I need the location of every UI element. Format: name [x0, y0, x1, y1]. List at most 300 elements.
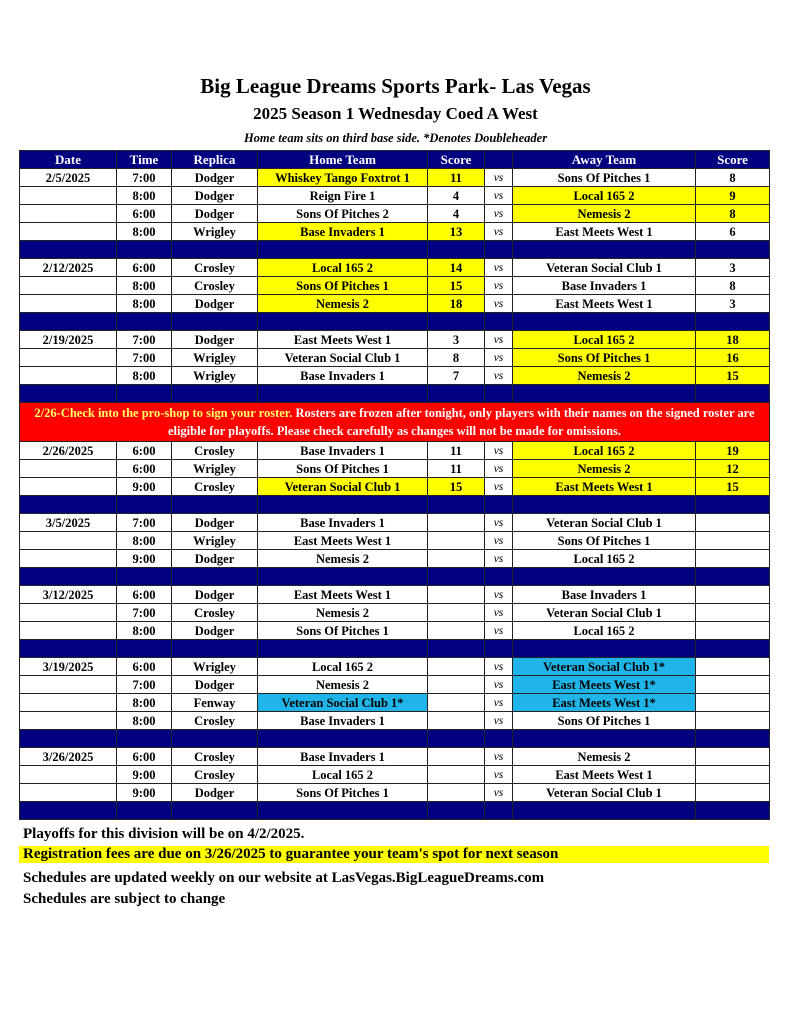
- cell-replica: Dodger: [172, 622, 258, 640]
- separator-cell: [117, 568, 172, 586]
- cell-away-score: [696, 712, 770, 730]
- separator-cell: [696, 385, 770, 403]
- cell-replica: Wrigley: [172, 532, 258, 550]
- separator-cell: [20, 385, 117, 403]
- cell-date: 2/5/2025: [20, 169, 117, 187]
- separator-cell: [117, 640, 172, 658]
- separator-cell: [513, 241, 696, 259]
- table-row: [20, 712, 770, 730]
- cell-away-score: [696, 550, 770, 568]
- separator-cell: [20, 640, 117, 658]
- cell-time: 8:00: [117, 295, 172, 313]
- cell-time: 9:00: [117, 784, 172, 802]
- separator-cell: [696, 568, 770, 586]
- cell-date: [20, 460, 117, 478]
- cell-time: 9:00: [117, 478, 172, 496]
- cell-vs: vs: [485, 586, 513, 604]
- col-header-date: Date: [20, 151, 117, 169]
- separator-cell: [20, 802, 117, 820]
- page-subtitle: 2025 Season 1 Wednesday Coed A West: [253, 104, 538, 123]
- cell-home-team: Veteran Social Club 1: [258, 478, 428, 496]
- table-row: [20, 367, 770, 385]
- cell-date: [20, 349, 117, 367]
- separator-cell: [428, 241, 485, 259]
- cell-away-score: [696, 514, 770, 532]
- week-separator: [20, 640, 770, 658]
- table-row: [20, 277, 770, 295]
- cell-vs: vs: [485, 460, 513, 478]
- cell-date: [20, 694, 117, 712]
- cell-date: [20, 622, 117, 640]
- cell-away-team: East Meets West 1: [513, 223, 696, 241]
- cell-replica: Wrigley: [172, 367, 258, 385]
- cell-time: 7:00: [117, 514, 172, 532]
- cell-date: 3/5/2025: [20, 514, 117, 532]
- table-row: [20, 169, 770, 187]
- separator-cell: [485, 730, 513, 748]
- cell-home-team: Base Invaders 1: [258, 748, 428, 766]
- cell-away-team: Nemesis 2: [513, 748, 696, 766]
- separator-cell: [485, 385, 513, 403]
- table-row: [20, 478, 770, 496]
- cell-away-score: [696, 586, 770, 604]
- cell-away-team: East Meets West 1: [513, 766, 696, 784]
- separator-cell: [485, 568, 513, 586]
- cell-home-team: Nemesis 2: [258, 676, 428, 694]
- table-row: [20, 658, 770, 676]
- cell-replica: Dodger: [172, 514, 258, 532]
- cell-away-team: Sons Of Pitches 1: [513, 349, 696, 367]
- week-separator: [20, 313, 770, 331]
- cell-replica: Crosley: [172, 478, 258, 496]
- cell-time: 7:00: [117, 331, 172, 349]
- cell-away-team: East Meets West 1: [513, 295, 696, 313]
- table-row: [20, 514, 770, 532]
- cell-vs: vs: [485, 478, 513, 496]
- table-row: [20, 205, 770, 223]
- cell-home-team: Sons Of Pitches 2: [258, 205, 428, 223]
- col-header-away-team: Away Team: [513, 151, 696, 169]
- cell-vs: vs: [485, 205, 513, 223]
- week-separator: [20, 241, 770, 259]
- cell-time: 8:00: [117, 277, 172, 295]
- table-header-row: [20, 151, 770, 169]
- cell-away-team: Local 165 2: [513, 622, 696, 640]
- cell-away-score: [696, 694, 770, 712]
- cell-away-team: East Meets West 1*: [513, 694, 696, 712]
- page-title: Big League Dreams Sports Park- Las Vegas: [200, 74, 591, 98]
- cell-home-team: East Meets West 1: [258, 532, 428, 550]
- roster-notice: [20, 403, 770, 442]
- cell-home-score: [428, 622, 485, 640]
- col-header-home-team: Home Team: [258, 151, 428, 169]
- cell-away-score: [696, 532, 770, 550]
- col-header-away-score: Score: [696, 151, 770, 169]
- cell-home-team: Base Invaders 1: [258, 514, 428, 532]
- separator-cell: [172, 313, 258, 331]
- cell-replica: Crosley: [172, 712, 258, 730]
- cell-away-team: East Meets West 1: [513, 478, 696, 496]
- cell-home-score: [428, 748, 485, 766]
- cell-home-score: 13: [428, 223, 485, 241]
- cell-time: 6:00: [117, 205, 172, 223]
- separator-cell: [513, 730, 696, 748]
- table-row: [20, 604, 770, 622]
- separator-cell: [428, 568, 485, 586]
- cell-date: [20, 295, 117, 313]
- cell-away-team: East Meets West 1*: [513, 676, 696, 694]
- cell-replica: Dodger: [172, 550, 258, 568]
- cell-date: [20, 277, 117, 295]
- cell-time: 8:00: [117, 223, 172, 241]
- table-row: [20, 331, 770, 349]
- cell-date: [20, 187, 117, 205]
- cell-date: [20, 766, 117, 784]
- cell-home-score: [428, 766, 485, 784]
- separator-cell: [20, 568, 117, 586]
- cell-date: [20, 223, 117, 241]
- cell-away-score: 9: [696, 187, 770, 205]
- cell-home-team: East Meets West 1: [258, 331, 428, 349]
- cell-home-score: [428, 604, 485, 622]
- cell-date: 2/19/2025: [20, 331, 117, 349]
- separator-cell: [20, 496, 117, 514]
- separator-cell: [428, 313, 485, 331]
- cell-time: 6:00: [117, 658, 172, 676]
- separator-cell: [172, 730, 258, 748]
- cell-away-team: Sons Of Pitches 1: [513, 712, 696, 730]
- cell-away-score: 8: [696, 277, 770, 295]
- cell-home-team: Reign Fire 1: [258, 187, 428, 205]
- cell-away-score: 18: [696, 331, 770, 349]
- separator-cell: [258, 568, 428, 586]
- schedule-body: [20, 169, 770, 820]
- table-row: [20, 694, 770, 712]
- table-row: [20, 259, 770, 277]
- cell-date: [20, 676, 117, 694]
- cell-replica: Wrigley: [172, 349, 258, 367]
- roster-notice-row: [20, 403, 770, 442]
- cell-home-team: Sons Of Pitches 1: [258, 277, 428, 295]
- roster-notice-highlight: 2/26-Check into the pro-shop to sign your roster.: [34, 406, 293, 420]
- separator-cell: [117, 313, 172, 331]
- website-note: Schedules are updated weekly on our website at LasVegas.BigLeagueDreams.com: [23, 870, 545, 886]
- separator-cell: [428, 640, 485, 658]
- cell-date: 3/26/2025: [20, 748, 117, 766]
- separator-cell: [172, 496, 258, 514]
- separator-cell: [428, 385, 485, 403]
- cell-vs: vs: [485, 658, 513, 676]
- cell-time: 8:00: [117, 532, 172, 550]
- table-row: [20, 766, 770, 784]
- cell-replica: Crosley: [172, 766, 258, 784]
- table-row: [20, 187, 770, 205]
- cell-vs: vs: [485, 766, 513, 784]
- cell-date: 3/12/2025: [20, 586, 117, 604]
- cell-time: 7:00: [117, 604, 172, 622]
- cell-away-score: 16: [696, 349, 770, 367]
- separator-cell: [258, 241, 428, 259]
- cell-time: 8:00: [117, 367, 172, 385]
- table-row: [20, 748, 770, 766]
- cell-home-score: [428, 532, 485, 550]
- separator-cell: [20, 730, 117, 748]
- cell-time: 8:00: [117, 622, 172, 640]
- col-header-vs: [485, 151, 513, 169]
- playoffs-note: Playoffs for this division will be on 4/2/2025.: [23, 826, 305, 842]
- cell-date: 3/19/2025: [20, 658, 117, 676]
- cell-vs: vs: [485, 259, 513, 277]
- cell-away-score: [696, 658, 770, 676]
- cell-vs: vs: [485, 622, 513, 640]
- separator-cell: [485, 313, 513, 331]
- cell-replica: Wrigley: [172, 223, 258, 241]
- table-row: [20, 295, 770, 313]
- cell-replica: Dodger: [172, 784, 258, 802]
- table-row: [20, 622, 770, 640]
- table-row: [20, 550, 770, 568]
- cell-date: [20, 784, 117, 802]
- cell-time: 8:00: [117, 712, 172, 730]
- cell-vs: vs: [485, 748, 513, 766]
- cell-away-team: Sons Of Pitches 1: [513, 532, 696, 550]
- separator-cell: [428, 496, 485, 514]
- cell-away-score: 8: [696, 169, 770, 187]
- cell-away-score: [696, 766, 770, 784]
- cell-away-team: Veteran Social Club 1*: [513, 658, 696, 676]
- cell-away-score: [696, 748, 770, 766]
- cell-vs: vs: [485, 514, 513, 532]
- separator-cell: [513, 313, 696, 331]
- separator-cell: [485, 241, 513, 259]
- separator-cell: [696, 640, 770, 658]
- separator-cell: [696, 730, 770, 748]
- cell-vs: vs: [485, 169, 513, 187]
- table-row: [20, 586, 770, 604]
- cell-home-score: [428, 658, 485, 676]
- schedule-table: [19, 150, 770, 820]
- cell-home-team: Base Invaders 1: [258, 367, 428, 385]
- separator-cell: [428, 730, 485, 748]
- cell-replica: Dodger: [172, 586, 258, 604]
- separator-cell: [696, 241, 770, 259]
- separator-cell: [513, 802, 696, 820]
- cell-home-team: Local 165 2: [258, 766, 428, 784]
- cell-home-team: Base Invaders 1: [258, 712, 428, 730]
- col-header-time: Time: [117, 151, 172, 169]
- cell-home-score: [428, 694, 485, 712]
- separator-cell: [513, 496, 696, 514]
- cell-replica: Crosley: [172, 748, 258, 766]
- cell-home-team: Sons Of Pitches 1: [258, 784, 428, 802]
- separator-cell: [513, 568, 696, 586]
- change-note: Schedules are subject to change: [23, 891, 226, 907]
- cell-vs: vs: [485, 712, 513, 730]
- separator-cell: [513, 385, 696, 403]
- cell-replica: Fenway: [172, 694, 258, 712]
- cell-home-score: 11: [428, 442, 485, 460]
- cell-away-team: Base Invaders 1: [513, 586, 696, 604]
- cell-time: 6:00: [117, 460, 172, 478]
- cell-home-score: 14: [428, 259, 485, 277]
- cell-home-team: Base Invaders 1: [258, 442, 428, 460]
- cell-away-team: Veteran Social Club 1: [513, 604, 696, 622]
- cell-vs: vs: [485, 676, 513, 694]
- cell-replica: Dodger: [172, 169, 258, 187]
- cell-home-score: 4: [428, 205, 485, 223]
- cell-replica: Wrigley: [172, 658, 258, 676]
- cell-home-score: [428, 586, 485, 604]
- cell-home-score: [428, 784, 485, 802]
- cell-vs: vs: [485, 187, 513, 205]
- separator-cell: [258, 802, 428, 820]
- separator-cell: [20, 313, 117, 331]
- cell-date: [20, 712, 117, 730]
- cell-vs: vs: [485, 349, 513, 367]
- schedule-note: Home team sits on third base side. *Denotes Doubleheader: [243, 131, 548, 145]
- cell-home-team: Base Invaders 1: [258, 223, 428, 241]
- cell-home-score: 4: [428, 187, 485, 205]
- cell-home-score: 15: [428, 277, 485, 295]
- cell-away-team: Nemesis 2: [513, 367, 696, 385]
- cell-replica: Dodger: [172, 331, 258, 349]
- cell-away-score: 12: [696, 460, 770, 478]
- cell-time: 6:00: [117, 259, 172, 277]
- cell-home-score: 11: [428, 169, 485, 187]
- separator-cell: [696, 802, 770, 820]
- cell-home-score: 7: [428, 367, 485, 385]
- cell-vs: vs: [485, 550, 513, 568]
- table-row: [20, 676, 770, 694]
- cell-vs: vs: [485, 277, 513, 295]
- col-header-replica: Replica: [172, 151, 258, 169]
- cell-away-team: Base Invaders 1: [513, 277, 696, 295]
- cell-home-score: 3: [428, 331, 485, 349]
- separator-cell: [258, 313, 428, 331]
- cell-home-team: Local 165 2: [258, 658, 428, 676]
- table-row: [20, 460, 770, 478]
- separator-cell: [172, 802, 258, 820]
- cell-time: 9:00: [117, 550, 172, 568]
- week-separator: [20, 385, 770, 403]
- separator-cell: [117, 496, 172, 514]
- cell-away-team: Local 165 2: [513, 550, 696, 568]
- cell-vs: vs: [485, 331, 513, 349]
- cell-away-score: 8: [696, 205, 770, 223]
- cell-vs: vs: [485, 367, 513, 385]
- cell-date: 2/26/2025: [20, 442, 117, 460]
- cell-time: 9:00: [117, 766, 172, 784]
- cell-vs: vs: [485, 442, 513, 460]
- cell-replica: Crosley: [172, 259, 258, 277]
- separator-cell: [258, 730, 428, 748]
- separator-cell: [485, 802, 513, 820]
- separator-cell: [696, 313, 770, 331]
- cell-home-score: [428, 514, 485, 532]
- cell-away-score: 15: [696, 367, 770, 385]
- cell-home-team: Veteran Social Club 1: [258, 349, 428, 367]
- cell-vs: vs: [485, 604, 513, 622]
- cell-away-score: [696, 604, 770, 622]
- cell-away-team: Local 165 2: [513, 442, 696, 460]
- separator-cell: [117, 730, 172, 748]
- cell-home-score: 11: [428, 460, 485, 478]
- cell-vs: vs: [485, 532, 513, 550]
- cell-vs: vs: [485, 784, 513, 802]
- cell-away-score: 3: [696, 259, 770, 277]
- cell-vs: vs: [485, 295, 513, 313]
- cell-time: 8:00: [117, 694, 172, 712]
- cell-replica: Dodger: [172, 676, 258, 694]
- cell-away-score: 6: [696, 223, 770, 241]
- cell-time: 6:00: [117, 748, 172, 766]
- cell-home-score: [428, 676, 485, 694]
- separator-cell: [172, 241, 258, 259]
- cell-replica: Dodger: [172, 187, 258, 205]
- separator-cell: [485, 640, 513, 658]
- cell-date: [20, 367, 117, 385]
- table-row: [20, 349, 770, 367]
- cell-away-team: Veteran Social Club 1: [513, 514, 696, 532]
- cell-away-team: Local 165 2: [513, 331, 696, 349]
- separator-cell: [258, 496, 428, 514]
- cell-time: 6:00: [117, 442, 172, 460]
- cell-date: [20, 205, 117, 223]
- cell-away-score: 3: [696, 295, 770, 313]
- cell-time: 7:00: [117, 349, 172, 367]
- cell-away-team: Nemesis 2: [513, 460, 696, 478]
- separator-cell: [428, 802, 485, 820]
- cell-home-score: 8: [428, 349, 485, 367]
- cell-replica: Wrigley: [172, 460, 258, 478]
- cell-replica: Crosley: [172, 442, 258, 460]
- week-separator: [20, 568, 770, 586]
- table-row: [20, 532, 770, 550]
- cell-home-score: [428, 712, 485, 730]
- cell-replica: Crosley: [172, 604, 258, 622]
- cell-home-team: Sons Of Pitches 1: [258, 460, 428, 478]
- cell-home-team: Local 165 2: [258, 259, 428, 277]
- cell-away-score: 19: [696, 442, 770, 460]
- separator-cell: [258, 640, 428, 658]
- cell-replica: Crosley: [172, 277, 258, 295]
- separator-cell: [258, 385, 428, 403]
- separator-cell: [172, 568, 258, 586]
- cell-date: 2/12/2025: [20, 259, 117, 277]
- table-row: [20, 223, 770, 241]
- separator-cell: [117, 385, 172, 403]
- cell-away-score: [696, 676, 770, 694]
- cell-home-team: Whiskey Tango Foxtrot 1: [258, 169, 428, 187]
- registration-note: Registration fees are due on 3/26/2025 to guarantee your team's spot for next season: [19, 846, 769, 863]
- cell-home-score: [428, 550, 485, 568]
- cell-home-team: East Meets West 1: [258, 586, 428, 604]
- cell-vs: vs: [485, 694, 513, 712]
- col-header-home-score: Score: [428, 151, 485, 169]
- cell-date: [20, 532, 117, 550]
- separator-cell: [513, 640, 696, 658]
- table-row: [20, 442, 770, 460]
- separator-cell: [117, 802, 172, 820]
- cell-replica: Dodger: [172, 205, 258, 223]
- cell-vs: vs: [485, 223, 513, 241]
- cell-time: 7:00: [117, 676, 172, 694]
- cell-home-team: Nemesis 2: [258, 295, 428, 313]
- separator-cell: [20, 241, 117, 259]
- cell-away-team: Nemesis 2: [513, 205, 696, 223]
- cell-away-score: [696, 784, 770, 802]
- separator-cell: [172, 640, 258, 658]
